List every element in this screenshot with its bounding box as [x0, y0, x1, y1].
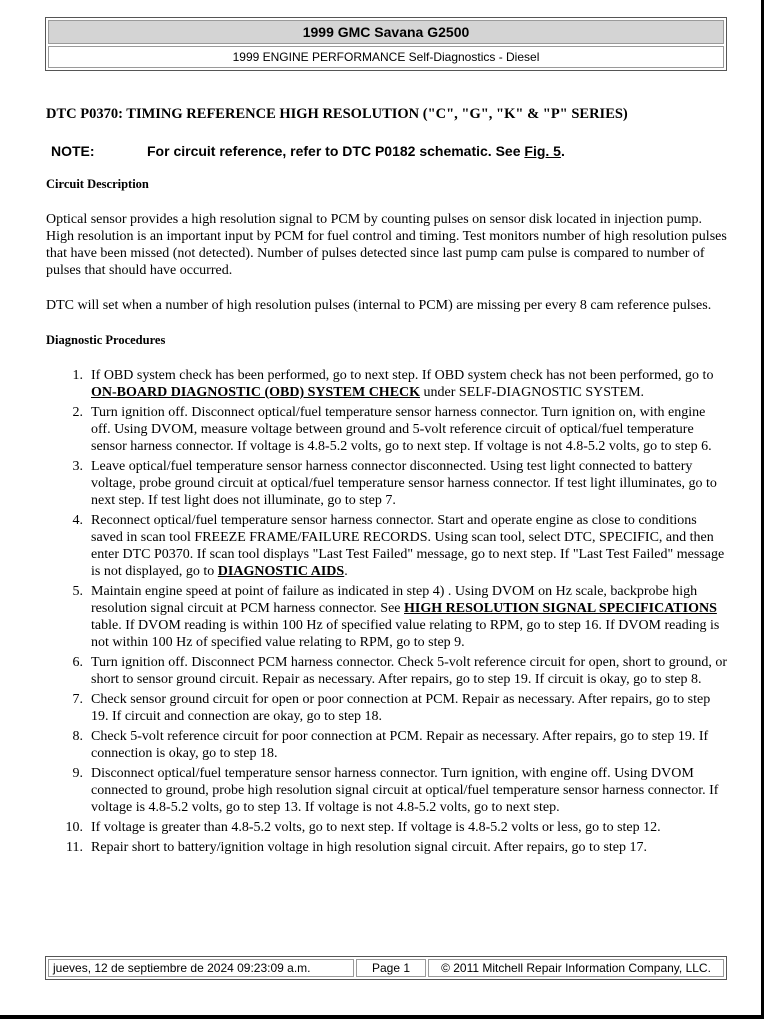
step-text	[91, 839, 728, 856]
note-text-before: For circuit reference, refer to DTC P0182 schematic. See	[147, 143, 525, 159]
step-number: 10.	[65, 820, 83, 835]
step-number: 1.	[72, 368, 83, 383]
step-text-part: Check 5-volt reference circuit for poor connection at PCM. Repair as necessary. After repairs, go to step 19. If connection is okay, go to step 18.	[91, 729, 709, 761]
diagnostic-procedures-heading: Diagnostic Procedures	[46, 333, 166, 347]
step-number: 2.	[72, 405, 83, 420]
step-text-part: If OBD system check has been performed, go to next step. If OBD system check has not been performed, go to	[91, 368, 714, 383]
step-text-part: table. If DVOM reading is within 100 Hz of specified value relating to RPM, go to step 16. If DVOM reading is not within 100 Hz of specified value relating to RPM, go to step 9.	[91, 618, 720, 650]
step-text	[91, 367, 728, 401]
step-reference-link[interactable]: HIGH RESOLUTION SIGNAL SPECIFICATIONS	[404, 601, 717, 616]
step-text-part: Reconnect optical/fuel temperature sensor harness connector. Start and operate engine as close to conditions saved in scan tool FREEZE FRAME/FAILURE RECORDS. Using scan tool, select DTC, SPECIFIC, and then enter DTC P0370. If scan tool displays "Last Test Failed" message, go to next step. If "Last Test Failed" message is not displayed, go to	[91, 513, 725, 579]
step-text	[91, 691, 728, 725]
step-number: 8.	[72, 729, 83, 744]
step-text-part: Disconnect optical/fuel temperature sensor harness connector. Turn ignition, with engine off. Using DVOM connected to ground, probe high resolution signal circuit at optical/fuel temperature sensor harness connector. If voltage is 4.8-5.2 volts, go to step 13. If voltage is not 4.8-5.2 volts, go to next step.	[91, 766, 719, 815]
step-number: 5.	[72, 584, 83, 599]
document-body	[46, 106, 728, 859]
step-number: 3.	[72, 459, 83, 474]
procedure-step	[46, 654, 728, 688]
note-text	[147, 143, 565, 160]
step-number: 9.	[72, 766, 83, 781]
vehicle-title: 1999 GMC Savana G2500	[48, 20, 724, 44]
step-number: 11.	[66, 840, 83, 855]
fig-5-link[interactable]: Fig. 5	[524, 143, 561, 159]
step-text-part: Leave optical/fuel temperature sensor harness connector disconnected. Using test light connected to battery voltage, probe ground circuit at optical/fuel temperature sensor harness connector. If test light illuminates, go to next step. If test light does not illuminate, go to step 7.	[91, 459, 717, 508]
section-subtitle: 1999 ENGINE PERFORMANCE Self-Diagnostics - Diesel	[48, 46, 724, 68]
step-text	[91, 583, 728, 651]
step-text	[91, 765, 728, 816]
step-text	[91, 458, 728, 509]
procedure-step	[46, 839, 728, 856]
procedure-step	[46, 583, 728, 651]
dtc-title: DTC P0370: TIMING REFERENCE HIGH RESOLUTION ("C", "G", "K" & "P" SERIES)	[46, 106, 628, 122]
step-text-part: Repair short to battery/ignition voltage in high resolution signal circuit. After repairs, go to step 17.	[91, 840, 648, 855]
note-box	[46, 143, 728, 160]
step-reference-link[interactable]: DIAGNOSTIC AIDS	[217, 564, 345, 579]
procedure-step	[46, 512, 728, 580]
circuit-description-para-2: DTC will set when a number of high resolution pulses (internal to PCM) are missing per every 8 cam reference pulses.	[46, 298, 712, 313]
step-text-part: Turn ignition off. Disconnect PCM harness connector. Check 5-volt reference circuit for open, short to ground, or short to sensor ground circuit. Repair as necessary. After repairs, go to step 19. If circuit is okay, go to step 8.	[91, 655, 728, 687]
page-header	[45, 17, 727, 71]
procedure-step	[46, 404, 728, 455]
procedure-step	[46, 691, 728, 725]
step-text-part: under SELF-DIAGNOSTIC SYSTEM.	[420, 385, 645, 400]
circuit-description-para-1: Optical sensor provides a high resolution signal to PCM by counting pulses on sensor disk located in injection pump. High resolution is an important input by PCM for fuel control and timing. Test monitors number of high resolution pulses that have been missed (not detected). Number of pulses detected since last pump cam pulse is compared to number of pulses that should have occurred.	[46, 212, 727, 278]
footer-page-number: Page 1	[356, 959, 426, 977]
note-label: NOTE:	[51, 143, 95, 159]
step-number: 6.	[72, 655, 83, 670]
step-text	[91, 404, 728, 455]
footer-copyright: © 2011 Mitchell Repair Information Company, LLC.	[428, 959, 724, 977]
step-number: 4.	[72, 513, 83, 528]
note-text-after: .	[560, 143, 565, 159]
step-reference-link[interactable]: ON-BOARD DIAGNOSTIC (OBD) SYSTEM CHECK	[91, 385, 421, 400]
procedure-step	[46, 367, 728, 401]
procedure-step	[46, 765, 728, 816]
step-text	[91, 654, 728, 688]
footer-date: jueves, 12 de septiembre de 2024 09:23:09 a.m.	[48, 959, 354, 977]
step-text-part: .	[344, 564, 348, 579]
procedure-step	[46, 458, 728, 509]
procedure-steps-list	[46, 367, 728, 856]
step-text	[91, 728, 728, 762]
procedure-step	[46, 728, 728, 762]
page-footer	[45, 956, 727, 980]
circuit-description-heading: Circuit Description	[46, 177, 149, 191]
step-text	[91, 512, 728, 580]
step-text	[91, 819, 728, 836]
procedure-step	[46, 819, 728, 836]
step-text-part: Maintain engine speed at point of failure as indicated in step 4) . Using DVOM on Hz scale, backprobe high resolution signal circuit at PCM harness connector. See	[91, 584, 698, 616]
step-number: 7.	[72, 692, 83, 707]
step-text-part: If voltage is greater than 4.8-5.2 volts, go to next step. If voltage is 4.8-5.2 volts or less, go to step 12.	[91, 820, 661, 835]
step-text-part: Turn ignition off. Disconnect optical/fuel temperature sensor harness connector. Turn ignition on, with engine off. Using DVOM, measure voltage between ground and 5-volt reference circuit of optical/fuel temperature sensor harness connector. If voltage is 4.8-5.2 volts, go to next step. If voltage is not 4.8-5.2 volts, go to step 6.	[91, 405, 712, 454]
step-text-part: Check sensor ground circuit for open or poor connection at PCM. Repair as necessary. After repairs, go to step 19. If circuit and connection are okay, go to step 18.	[91, 692, 711, 724]
